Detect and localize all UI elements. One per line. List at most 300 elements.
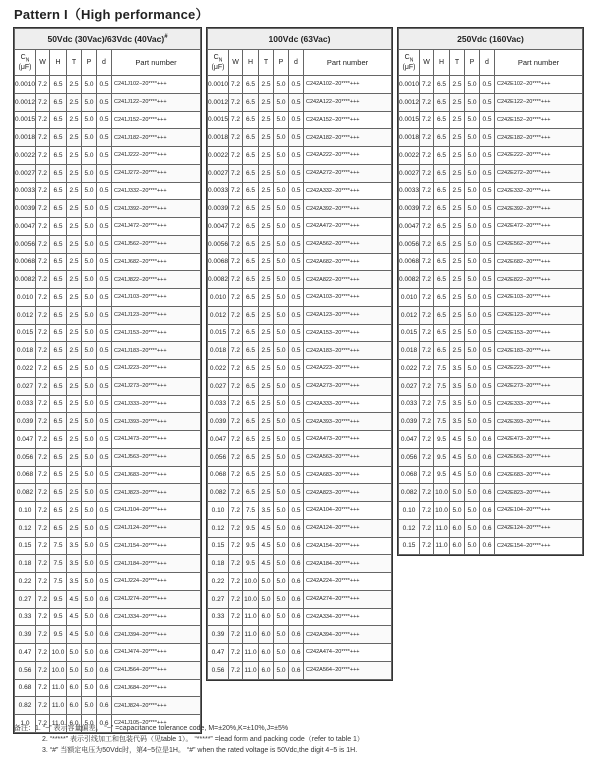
col-header-t: T [67,50,82,76]
part-number-cell: C241J824−20****+++ [112,697,201,715]
dimension-cell: 5.0 [274,608,289,626]
part-number-cell: C242E123−20****+++ [495,306,583,324]
dimension-cell: 0.5 [289,271,304,289]
capacitance-cell: 0.027 [15,377,36,395]
dimension-cell: 0.5 [97,235,112,253]
table-row [399,484,583,502]
dimension-cell: 5.0 [82,395,97,413]
dimension-cell: 5.0 [82,519,97,537]
dimension-cell: 6.0 [259,661,274,679]
part-number-cell: C242A564−20****+++ [304,661,392,679]
part-number-cell: C242E472−20****+++ [495,218,583,236]
notes [14,723,364,756]
capacitance-cell: 0.0039 [208,200,229,218]
part-number-cell: C241J683−20****+++ [112,466,201,484]
dimension-cell: 7.2 [420,218,434,236]
capacitance-cell: 0.015 [399,324,420,342]
part-number-cell: C242E333−20****+++ [495,395,583,413]
capacitance-cell: 0.0033 [208,182,229,200]
dimension-cell: 7.2 [36,218,50,236]
dimension-cell: 2.5 [67,360,82,378]
dimension-cell: 7.2 [420,431,434,449]
dimension-cell: 5.0 [274,253,289,271]
dimension-cell: 0.6 [480,537,495,555]
dimension-cell: 0.6 [97,590,112,608]
col-header-t: T [259,50,274,76]
dimension-cell: 0.5 [480,253,495,271]
dimension-cell: 7.2 [229,555,243,573]
dimension-cell: 7.2 [229,484,243,502]
dimension-cell: 5.0 [82,342,97,360]
dimension-cell: 0.5 [480,235,495,253]
dimension-cell: 0.5 [97,448,112,466]
dimension-cell: 0.6 [97,644,112,662]
table-row [15,93,201,111]
table-row [208,200,392,218]
col-header-part: Part number [495,50,583,76]
table-row [399,289,583,307]
table-row [399,360,583,378]
dimension-cell: 2.5 [450,235,465,253]
part-number-cell: C242E392−20****+++ [495,200,583,218]
capacitance-cell: 0.18 [15,555,36,573]
table-row [399,502,583,520]
dimension-cell: 5.0 [274,111,289,129]
table-row [208,218,392,236]
dimension-cell: 5.0 [82,182,97,200]
table-row [208,466,392,484]
dimension-cell: 6.5 [50,431,67,449]
dimension-cell: 2.5 [67,164,82,182]
capacitance-cell: 0.0039 [15,200,36,218]
table-row [15,218,201,236]
dimension-cell: 0.6 [289,537,304,555]
dimension-cell: 5.0 [274,342,289,360]
capacitance-cell: 0.0056 [208,235,229,253]
part-number-cell: C242A124−20****+++ [304,519,392,537]
dimension-cell: 5.0 [274,626,289,644]
col-header-h: H [50,50,67,76]
table-row [399,182,583,200]
dimension-cell: 5.0 [82,306,97,324]
dimension-cell: 6.5 [50,182,67,200]
dimension-cell: 7.2 [36,502,50,520]
dimension-cell: 0.6 [289,661,304,679]
dimension-cell: 5.0 [82,253,97,271]
table-row [15,679,201,697]
dimension-cell: 0.5 [97,111,112,129]
dimension-cell: 5.0 [82,164,97,182]
dimension-cell: 7.2 [36,608,50,626]
dimension-cell: 6.5 [50,111,67,129]
dimension-cell: 6.5 [50,466,67,484]
dimension-cell: 6.5 [50,147,67,165]
table-row [15,271,201,289]
dimension-cell: 2.5 [259,218,274,236]
capacitance-cell: 0.022 [208,360,229,378]
dimension-cell: 6.5 [50,93,67,111]
dimension-cell: 2.5 [450,253,465,271]
dimension-cell: 7.2 [229,235,243,253]
table-row [399,342,583,360]
dimension-cell: 4.5 [259,519,274,537]
dimension-cell: 7.2 [36,590,50,608]
dimension-cell: 4.5 [450,466,465,484]
dimension-cell: 0.5 [97,466,112,484]
dimension-cell: 5.0 [274,413,289,431]
dimension-cell: 7.2 [36,484,50,502]
col-header-capacitance: $C_N$ (μF) [15,50,36,76]
part-number-cell: C242A332−20****+++ [304,182,392,200]
part-number-cell: C241J123−20****+++ [112,306,201,324]
col-header-p: P [465,50,480,76]
part-number-cell: C242E273−20****+++ [495,377,583,395]
dimension-cell: 5.0 [274,661,289,679]
dimension-cell: 7.2 [36,715,50,733]
dimension-cell: 5.0 [465,502,480,520]
dimension-cell: 7.2 [229,608,243,626]
table-row [15,573,201,591]
dimension-cell: 0.5 [289,147,304,165]
dimension-cell: 0.5 [97,271,112,289]
dimension-cell: 11.0 [243,626,259,644]
dimension-cell: 6.5 [243,466,259,484]
dimension-cell: 7.2 [36,395,50,413]
dimension-cell: 7.2 [420,324,434,342]
part-number-cell: C242A683−20****+++ [304,466,392,484]
table-row [15,431,201,449]
table-row [208,147,392,165]
part-number-cell: C242E822−20****+++ [495,271,583,289]
dimension-cell: 7.2 [229,306,243,324]
dimension-cell: 7.2 [36,573,50,591]
dimension-cell: 5.0 [274,395,289,413]
dimension-cell: 2.5 [259,466,274,484]
dimension-cell: 6.5 [243,324,259,342]
dimension-cell: 9.5 [50,626,67,644]
dimension-cell: 5.0 [82,697,97,715]
table-row [15,147,201,165]
capacitance-cell: 0.015 [208,324,229,342]
capacitance-cell: 0.047 [208,431,229,449]
dimension-cell: 5.0 [465,360,480,378]
dimension-cell: 2.5 [67,147,82,165]
dimension-cell: 7.2 [420,342,434,360]
part-number-cell: C242E183−20****+++ [495,342,583,360]
part-number-cell: C242E393−20****+++ [495,413,583,431]
dimension-cell: 6.5 [243,306,259,324]
part-number-cell: C242E562−20****+++ [495,235,583,253]
dimension-cell: 2.5 [67,218,82,236]
dimension-cell: 0.5 [289,76,304,94]
capacitance-cell: 0.082 [399,484,420,502]
dimension-cell: 5.0 [465,253,480,271]
dimension-cell: 5.0 [82,679,97,697]
dimension-cell: 3.5 [450,360,465,378]
dimension-cell: 6.5 [50,519,67,537]
dimension-cell: 7.2 [229,200,243,218]
dimension-cell: 6.5 [243,431,259,449]
table-250vdc [397,27,584,556]
capacitance-cell: 0.10 [15,502,36,520]
dimension-cell: 6.5 [50,502,67,520]
col-header-part: Part number [304,50,392,76]
part-number-cell: C241J562−20****+++ [112,235,201,253]
dimension-cell: 0.5 [289,164,304,182]
dimension-cell: 0.6 [97,608,112,626]
dimension-cell: 6.5 [243,111,259,129]
dimension-cell: 0.6 [480,448,495,466]
dimension-cell: 0.5 [480,324,495,342]
dimension-cell: 2.5 [259,324,274,342]
dimension-cell: 0.5 [480,342,495,360]
dimension-cell: 5.0 [274,448,289,466]
dimension-cell: 7.2 [36,200,50,218]
dimension-cell: 6.0 [259,644,274,662]
dimension-cell: 6.5 [434,147,450,165]
dimension-cell: 6.5 [434,182,450,200]
dimension-cell: 2.5 [67,76,82,94]
dimension-cell: 6.0 [67,697,82,715]
dimension-cell: 6.0 [259,626,274,644]
dimension-cell: 7.2 [229,93,243,111]
capacitance-cell: 0.0027 [399,164,420,182]
dimension-cell: 5.0 [82,537,97,555]
dimension-cell: 5.0 [450,502,465,520]
part-number-cell: C242A394−20****+++ [304,626,392,644]
table-row [208,182,392,200]
dimension-cell: 5.0 [274,235,289,253]
dimension-cell: 6.0 [67,715,82,733]
dimension-cell: 0.6 [97,626,112,644]
dimension-cell: 2.5 [67,324,82,342]
capacitance-cell: 0.0022 [399,147,420,165]
dimension-cell: 6.5 [243,448,259,466]
table-row [208,519,392,537]
table-row [208,306,392,324]
part-number-cell: C242E124−20****+++ [495,519,583,537]
hash-mark: # [164,34,168,41]
dimension-cell: 0.5 [97,93,112,111]
table-row [399,306,583,324]
dimension-cell: 5.0 [465,182,480,200]
capacitance-cell: 0.0018 [399,129,420,147]
table-row [208,76,392,94]
dimension-cell: 0.6 [480,484,495,502]
col-header-p: P [274,50,289,76]
dimension-cell: 2.5 [259,306,274,324]
capacitance-cell: 0.0027 [208,164,229,182]
dimension-cell: 5.0 [82,129,97,147]
table-row [399,129,583,147]
table-row [208,537,392,555]
capacitance-cell: 0.10 [399,502,420,520]
note-3: 3. “#” 当额定电压为50Vdc时，第4−5位是1H。 “#” when the rated voltage is 50Vdc,the digit 4−5 is 1H. [42,747,358,754]
dimension-cell: 0.6 [480,519,495,537]
capacitance-cell: 0.0018 [15,129,36,147]
dimension-cell: 0.5 [480,377,495,395]
dimension-cell: 7.5 [434,377,450,395]
dimension-cell: 11.0 [434,537,450,555]
dimension-cell: 0.5 [289,200,304,218]
capacitance-cell: 0.010 [208,289,229,307]
table-row [15,466,201,484]
dimension-cell: 6.5 [434,76,450,94]
part-number-cell: C242E102−20****+++ [495,76,583,94]
capacitance-cell: 0.039 [15,413,36,431]
table-row [15,555,201,573]
capacitance-cell: 0.047 [15,431,36,449]
dimension-cell: 6.5 [50,306,67,324]
table-row [15,129,201,147]
capacitance-cell: 0.33 [208,608,229,626]
part-number-cell: C241J102−20****+++ [112,76,201,94]
table-row [399,395,583,413]
dimension-cell: 7.2 [36,360,50,378]
part-number-cell: C241J182−20****+++ [112,129,201,147]
table-row [208,413,392,431]
part-number-cell: C242A822−20****+++ [304,271,392,289]
dimension-cell: 0.5 [97,431,112,449]
table-row [399,271,583,289]
dimension-cell: 0.5 [480,129,495,147]
dimension-cell: 2.5 [67,484,82,502]
table-row [15,182,201,200]
part-number-cell: C242E222−20****+++ [495,147,583,165]
dimension-cell: 5.0 [82,573,97,591]
capacitance-cell: 0.0015 [208,111,229,129]
dimension-cell: 0.6 [289,519,304,537]
dimension-cell: 7.2 [36,182,50,200]
dimension-cell: 5.0 [67,661,82,679]
dimension-cell: 7.2 [229,377,243,395]
capacitance-cell: 0.22 [208,573,229,591]
dimension-cell: 10.0 [50,661,67,679]
part-number-cell: C241J334−20****+++ [112,608,201,626]
dimension-cell: 6.5 [243,218,259,236]
dimension-cell: 9.5 [434,448,450,466]
dimension-cell: 6.5 [50,76,67,94]
dimension-cell: 0.6 [480,502,495,520]
part-number-cell: C242A334−20****+++ [304,608,392,626]
col-header-w: W [36,50,50,76]
dimension-cell: 0.5 [97,182,112,200]
dimension-cell: 7.2 [420,289,434,307]
table-row [208,129,392,147]
dimension-cell: 7.2 [36,235,50,253]
dimension-cell: 2.5 [67,431,82,449]
part-number-cell: C241J274−20****+++ [112,590,201,608]
capacitance-cell: 0.0012 [208,93,229,111]
dimension-cell: 11.0 [434,519,450,537]
dimension-cell: 0.5 [97,573,112,591]
dimension-cell: 5.0 [465,431,480,449]
table-row [208,164,392,182]
dimension-cell: 7.5 [50,555,67,573]
part-number-cell: C241J184−20****+++ [112,555,201,573]
dimension-cell: 5.0 [82,111,97,129]
capacitance-cell: 0.47 [15,644,36,662]
dimension-cell: 6.5 [243,147,259,165]
dimension-cell: 6.5 [434,200,450,218]
capacitance-cell: 0.027 [208,377,229,395]
capacitance-cell: 0.082 [208,484,229,502]
dimension-cell: 5.0 [82,147,97,165]
dimension-cell: 3.5 [450,377,465,395]
part-number-cell: C241J332−20****+++ [112,182,201,200]
table-row [399,519,583,537]
dimension-cell: 4.5 [67,626,82,644]
dimension-cell: 5.0 [465,395,480,413]
dimension-cell: 5.0 [82,289,97,307]
part-number-cell: C242A473−20****+++ [304,431,392,449]
dimension-cell: 7.2 [420,484,434,502]
dimension-cell: 0.5 [97,484,112,502]
dimension-cell: 5.0 [465,147,480,165]
dimension-cell: 2.5 [259,448,274,466]
capacitance-cell: 0.27 [208,590,229,608]
dimension-cell: 7.2 [229,164,243,182]
table-row [15,413,201,431]
dimension-cell: 0.5 [289,93,304,111]
table-row [15,324,201,342]
dimension-cell: 5.0 [82,271,97,289]
dimension-cell: 9.5 [243,555,259,573]
dimension-cell: 0.5 [289,448,304,466]
dimension-cell: 6.5 [434,306,450,324]
dimension-cell: 6.5 [434,111,450,129]
capacitance-cell: 0.0047 [15,218,36,236]
dimension-cell: 5.0 [465,377,480,395]
capacitance-cell: 0.0022 [208,147,229,165]
capacitance-cell: 0.068 [399,466,420,484]
table-row [15,253,201,271]
dimension-cell: 5.0 [82,484,97,502]
dimension-cell: 5.0 [465,306,480,324]
part-number-cell: C241J122−20****+++ [112,93,201,111]
dimension-cell: 7.2 [420,253,434,271]
dimension-cell: 6.5 [50,253,67,271]
capacitance-cell: 0.068 [15,466,36,484]
dimension-cell: 7.2 [229,360,243,378]
dimension-cell: 7.2 [420,519,434,537]
capacitance-cell: 0.39 [15,626,36,644]
table-row [15,519,201,537]
dimension-cell: 2.5 [259,271,274,289]
dimension-cell: 0.5 [289,289,304,307]
dimension-cell: 10.0 [434,502,450,520]
dimension-cell: 6.5 [50,235,67,253]
dimension-cell: 0.5 [289,306,304,324]
voltage-header: 100Vdc (63Vac) [208,29,392,50]
capacitance-cell: 0.0022 [15,147,36,165]
table-row [208,324,392,342]
table-row [399,466,583,484]
dimension-cell: 0.5 [97,164,112,182]
part-number-cell: C241J822−20****+++ [112,271,201,289]
dimension-cell: 7.2 [420,235,434,253]
dimension-cell: 2.5 [67,129,82,147]
dimension-cell: 7.2 [229,590,243,608]
dimension-cell: 0.5 [97,342,112,360]
dimension-cell: 7.2 [36,76,50,94]
dimension-cell: 0.5 [97,502,112,520]
table-row [208,377,392,395]
dimension-cell: 7.2 [229,644,243,662]
table-row [399,93,583,111]
dimension-cell: 9.5 [50,608,67,626]
dimension-cell: 5.0 [259,573,274,591]
